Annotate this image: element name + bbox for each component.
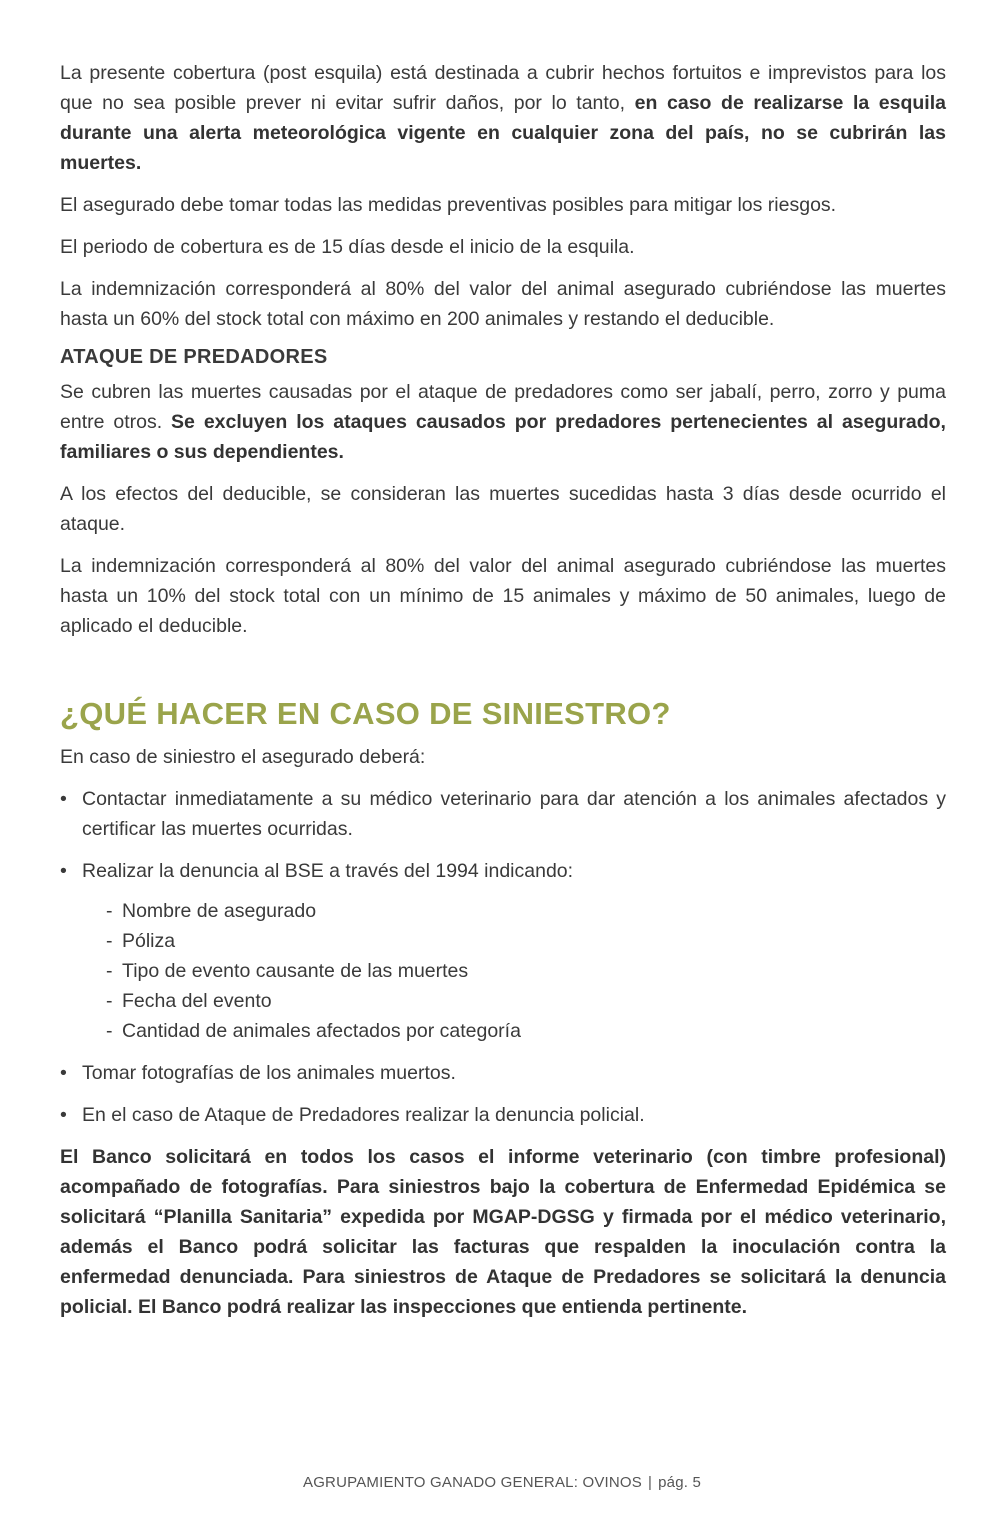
claim-bullet-3-text: Tomar fotografías de los animales muertos. xyxy=(82,1062,456,1084)
intro-paragraph-1 xyxy=(60,58,946,178)
report-details-list xyxy=(106,896,946,1046)
list-item xyxy=(106,896,946,926)
claim-closing-paragraph: El Banco solicitará en todos los casos el informe veterinario (con timbre profesional) acompañado de fotografías. Para siniestros bajo la cobertura de Enfermedad Epidémica se solicitará “Planilla Sanitaria” expedida por MGAP-DGSG y firmada por el médico veterinario, además el Banco podrá solicitar las facturas que respalden la inoculación contra la enfermedad denunciada. Para siniestros de Ataque de Predadores se solicitará la denuncia policial. El Banco podrá realizar las inspecciones que entienda pertinente. xyxy=(60,1146,946,1318)
intro-p1-regular: La presente cobertura (post esquila) está destinada a cubrir hechos fortuitos e imprevistos para los que no sea posible prever ni evitar sufrir daños, por lo tanto, xyxy=(60,62,946,114)
claim-bullet-2-text: Realizar la denuncia al BSE a través del 1994 indicando: xyxy=(82,860,574,882)
predators-p1-regular: Se cubren las muertes causadas por el ataque de predadores como ser jabalí, perro, zorro y puma entre otros. xyxy=(60,381,946,433)
intro-paragraph-2: El asegurado debe tomar todas las medidas preventivas posibles para mitigar los riesgos. xyxy=(60,194,837,216)
page-footer xyxy=(0,1474,1004,1491)
claim-bullet-3 xyxy=(60,1058,946,1088)
footer-title: AGRUPAMIENTO GANADO GENERAL: OVINOS xyxy=(302,1474,642,1491)
intro-paragraph-3: El periodo de cobertura es de 15 días desde el inicio de la esquila. xyxy=(60,236,635,258)
dash-symbol: - xyxy=(106,930,113,952)
predators-paragraph-2: A los efectos del deducible, se consideran las muertes sucedidas hasta 3 días desde ocurrido el ataque. xyxy=(60,483,946,535)
list-item-text: Póliza xyxy=(122,930,176,952)
claim-intro: En caso de siniestro el asegurado deberá: xyxy=(60,746,426,768)
claim-bullet-2 xyxy=(60,856,946,886)
list-item-text: Cantidad de animales afectados por categoría xyxy=(122,1020,521,1042)
dash-symbol: - xyxy=(106,1020,113,1042)
list-item xyxy=(106,986,946,1016)
claim-bullet-4-text: En el caso de Ataque de Predadores realizar la denuncia policial. xyxy=(82,1104,645,1126)
bullet-symbol: • xyxy=(60,860,67,882)
footer-page-number: pág. 5 xyxy=(658,1474,702,1491)
list-item xyxy=(106,1016,946,1046)
predators-p1-bold: Se excluyen los ataques causados por predadores pertenecientes al asegurado, familiares o sus dependientes. xyxy=(60,411,946,463)
list-item xyxy=(106,926,946,956)
bullet-symbol: • xyxy=(60,1104,67,1126)
predators-paragraph-1 xyxy=(60,377,946,467)
claim-bullet-4 xyxy=(60,1100,946,1130)
claim-bullet-1-text: Contactar inmediatamente a su médico veterinario para dar atención a los animales afectados y certificar las muertes ocurridas. xyxy=(82,788,946,840)
list-item-text: Fecha del evento xyxy=(122,990,272,1012)
bullet-symbol: • xyxy=(60,1062,67,1084)
bullet-symbol: • xyxy=(60,788,67,810)
intro-p1-bold: en caso de realizarse la esquila durante una alerta meteorológica vigente en cualquier zona del país, no se cubrirán las muertes. xyxy=(60,92,946,174)
list-item-text: Nombre de asegurado xyxy=(122,900,317,922)
list-item xyxy=(106,956,946,986)
dash-symbol: - xyxy=(106,990,113,1012)
footer-separator: | xyxy=(648,1474,653,1491)
claim-heading: ¿QUÉ HACER EN CASO DE SINIESTRO? xyxy=(60,696,671,731)
predators-heading: ATAQUE DE PREDADORES xyxy=(60,346,328,368)
dash-symbol: - xyxy=(106,900,113,922)
claim-bullet-1 xyxy=(60,784,946,844)
predators-paragraph-3: La indemnización corresponderá al 80% del valor del animal asegurado cubriéndose las muertes hasta un 10% del stock total con un mínimo de 15 animales y máximo de 50 animales, luego de aplicado el deducible. xyxy=(60,555,946,637)
intro-paragraph-4: La indemnización corresponderá al 80% del valor del animal asegurado cubriéndose las muertes hasta un 60% del stock total con máximo en 200 animales y restando el deducible. xyxy=(60,278,946,330)
list-item-text: Tipo de evento causante de las muertes xyxy=(122,960,469,982)
dash-symbol: - xyxy=(106,960,113,982)
